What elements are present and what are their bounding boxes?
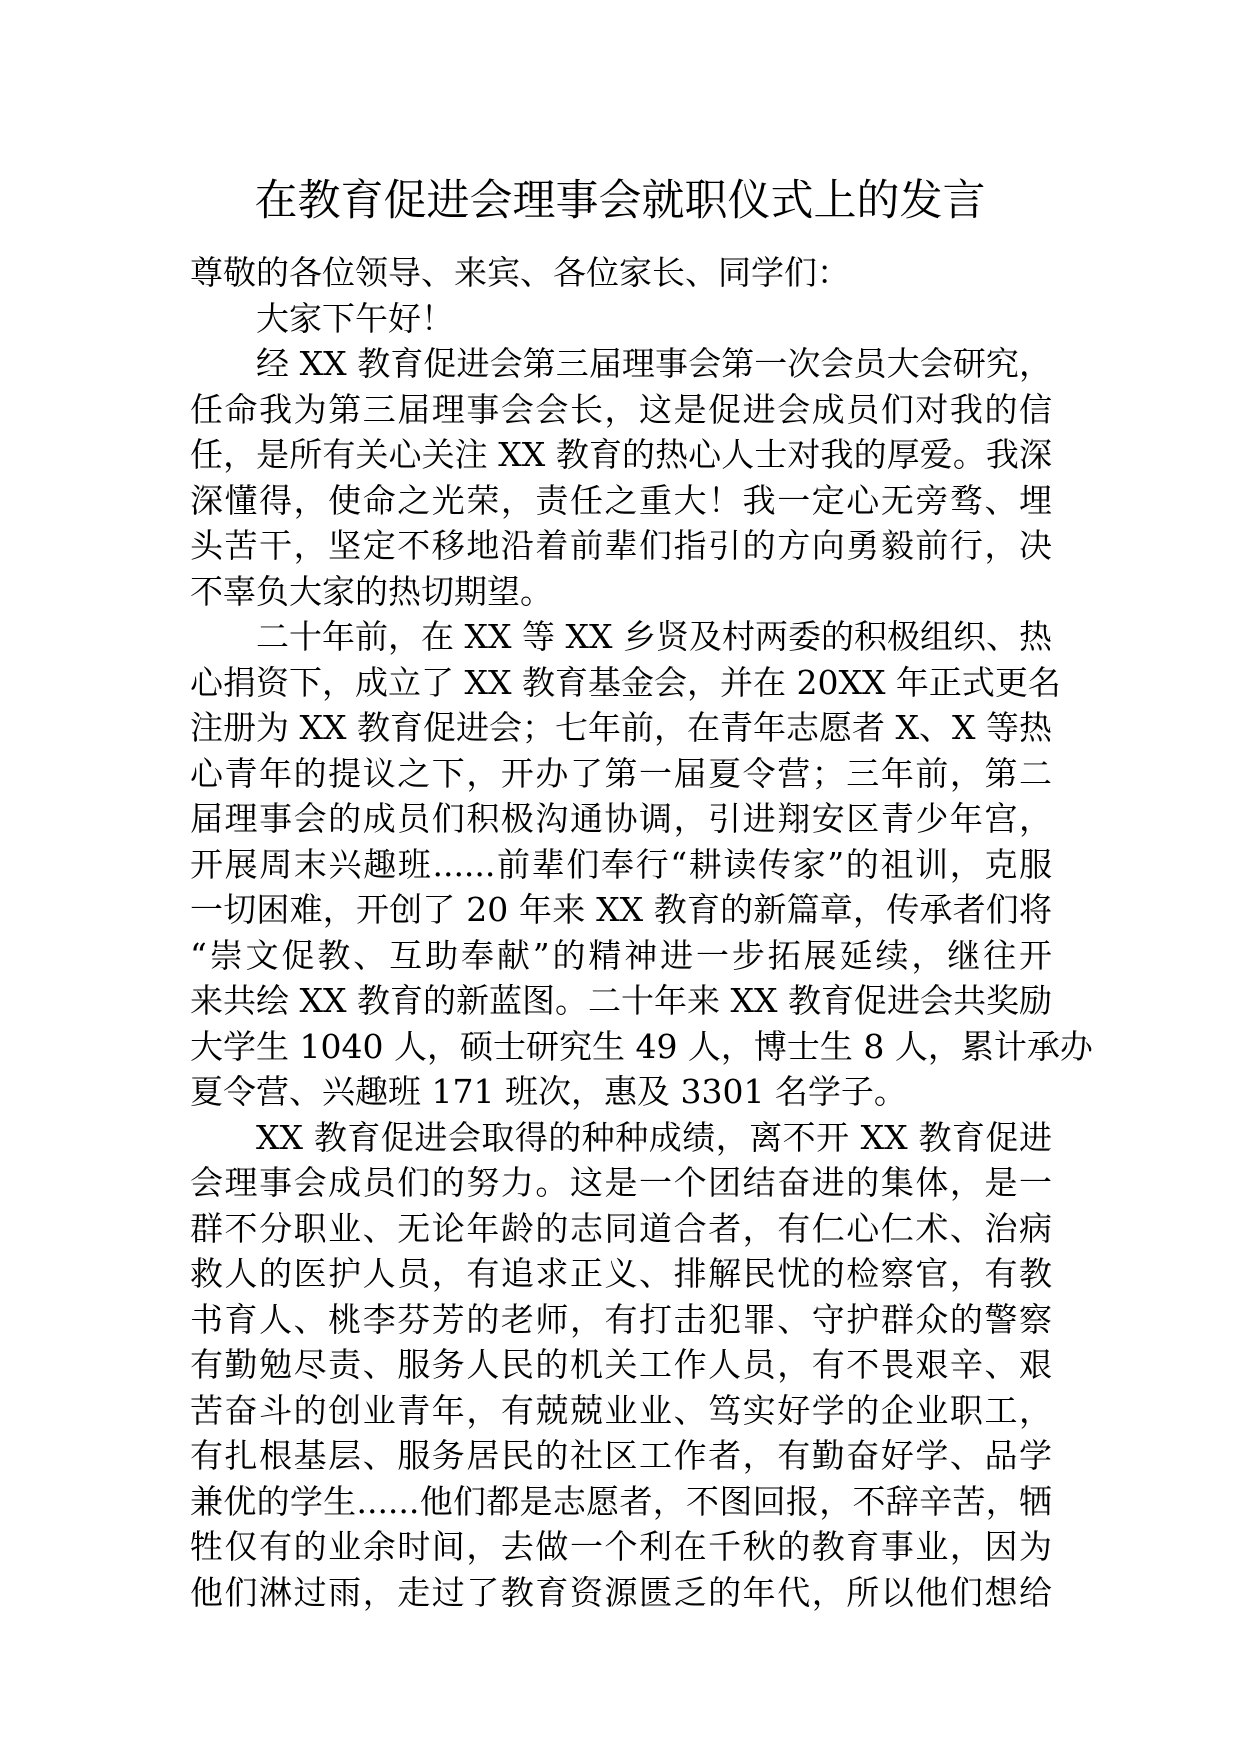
paragraph-1	[190, 341, 1052, 614]
document-body	[190, 250, 1093, 1615]
paragraph-line: 兼优的学生......他们都是志愿者，不图回报，不辞辛苦，牺	[190, 1481, 1052, 1521]
paragraph-line: XX 教育促进会取得的种种成绩，离不开 XX 教育促进	[256, 1117, 1052, 1157]
paragraph-line: 有扎根基层、服务居民的社区工作者，有勤奋好学、品学	[190, 1436, 1052, 1475]
paragraph-3	[190, 1115, 1052, 1616]
paragraph-line: 二十年前，在 XX 等 XX 乡贤及村两委的积极组织、热	[256, 617, 1052, 656]
paragraph-line: 大学生 1040 人，硕士研究生 49 人，博士生 8 人，累计承办	[190, 1026, 1093, 1066]
paragraph-line: 有勤勉尽责、服务人民的机关工作人员，有不畏艰辛、艰	[190, 1345, 1052, 1384]
paragraph-line: 开展周末兴趣班......前辈们奉行“耕读传家”的祖训，克服	[190, 844, 1052, 884]
document-title: 在教育促进会理事会就职仪式上的发言	[254, 176, 986, 226]
paragraph-line: 任命我为第三届理事会会长，这是促进会成员们对我的信	[190, 389, 1052, 429]
paragraph-line: 会理事会成员们的努力。这是一个团结奋进的集体，是一	[190, 1163, 1052, 1202]
paragraph-line: 心捐资下，成立了 XX 教育基金会，并在 20XX 年正式更名	[190, 662, 1061, 702]
paragraph-line: 心青年的提议之下，开办了第一届夏令营；三年前，第二	[190, 753, 1052, 793]
paragraph-line: 不辜负大家的热切期望。	[190, 571, 553, 611]
greeting	[190, 296, 1052, 342]
paragraph-line: 书育人、桃李芬芳的老师，有打击犯罪、守护群众的警察	[190, 1299, 1052, 1339]
paragraph-line: 注册为 XX 教育促进会；七年前，在青年志愿者 X、X 等热	[190, 708, 1052, 747]
paragraph-line: 经 XX 教育促进会第三届理事会第一次会员大会研究，	[256, 344, 1052, 383]
greeting-text: 大家下午好！	[256, 298, 454, 338]
paragraph-line: 届理事会的成员们积极沟通协调，引进翔安区青少年宫，	[190, 799, 1052, 838]
paragraph-line: 头苦干，坚定不移地沿着前辈们指引的方向勇毅前行，决	[190, 526, 1052, 565]
paragraph-line: 苦奋斗的创业青年，有兢兢业业、笃实好学的企业职工，	[190, 1390, 1052, 1430]
paragraph-line: 夏令营、兴趣班 171 班次，惠及 3301 名学子。	[190, 1072, 907, 1111]
paragraph-line: 救人的医护人员，有追求正义、排解民忧的检察官，有教	[190, 1254, 1052, 1293]
paragraph-line: 深懂得，使命之光荣，责任之重大！我一定心无旁骛、埋	[190, 480, 1052, 520]
paragraph-line: 任，是所有关心关注 XX 教育的热心人士对我的厚爱。我深	[190, 435, 1052, 474]
paragraph-line: 牲仅有的业余时间，去做一个利在千秋的教育事业，因为	[190, 1527, 1052, 1566]
paragraph-line: “崇文促教、互助奉献”的精神进一步拓展延续，继往开	[190, 935, 1052, 975]
paragraph-line: 群不分职业、无论年龄的志同道合者，有仁心仁术、治病	[190, 1208, 1052, 1248]
paragraph-2	[190, 614, 1093, 1115]
salutation-text: 尊敬的各位领导、来宾、各位家长、同学们：	[190, 253, 850, 292]
paragraph-line: 来共绘 XX 教育的新蓝图。二十年来 XX 教育促进会共奖励	[190, 981, 1052, 1020]
paragraph-line: 他们淋过雨，走过了教育资源匮乏的年代，所以他们想给	[190, 1572, 1052, 1612]
salutation	[190, 250, 1052, 296]
paragraph-line: 一切困难，开创了 20 年来 XX 教育的新篇章，传承者们将	[190, 890, 1052, 929]
